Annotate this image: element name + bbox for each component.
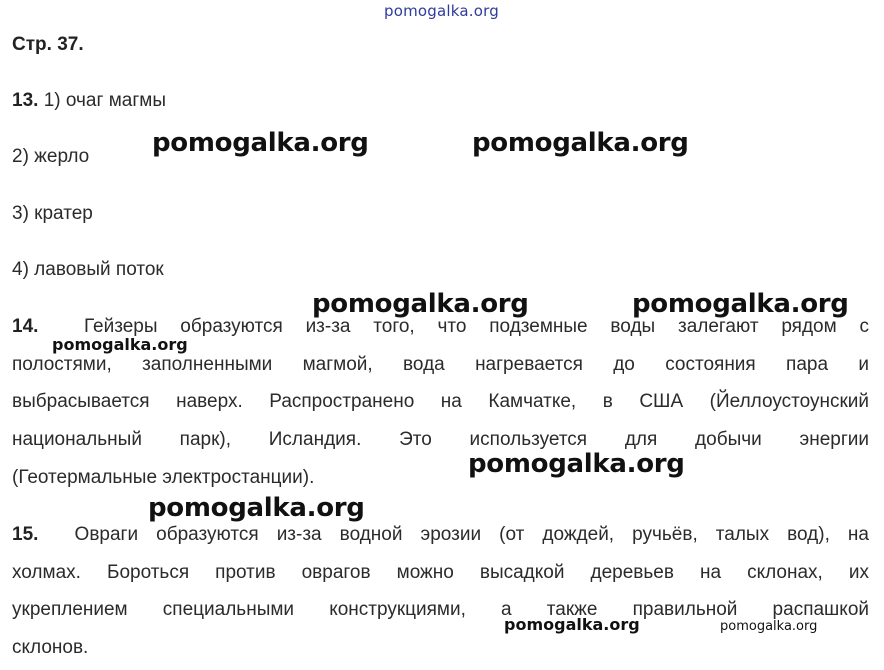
watermark: pomogalka.org (504, 615, 640, 634)
paragraph-line (12, 516, 869, 554)
answer-item: 4) лавовый поток (12, 259, 164, 280)
paragraph-line: полостями, заполненными магмой, вода нагревается до состояния пара и (12, 353, 869, 375)
answer-item: 2) жерло (12, 146, 90, 167)
line-text: Гейзеры образуются из-за того, что подземные воды залегают рядом с (84, 316, 869, 337)
watermark: pomogalka.org (312, 289, 529, 319)
paragraph-line (12, 308, 869, 346)
paragraph-line: холмах. Бороться против оврагов можно высадкой деревьев на склонах, их (12, 561, 869, 583)
paragraph-line: (Геотермальные электростанции). (12, 466, 315, 488)
answer-item: 3) кратер (12, 203, 93, 224)
answer-item: 1) очаг магмы (43, 90, 166, 111)
line-text: Овраги образуются из-за водной эрозии (от дождей, ручьёв, талых вод), на (74, 524, 869, 545)
watermark: pomogalka.org (152, 128, 369, 158)
paragraph-line: склонов. (12, 637, 89, 659)
watermark-top: pomogalka.org (384, 2, 499, 20)
question-14 (12, 308, 869, 497)
question-number: 13. (12, 90, 39, 111)
paragraph-line: выбрасывается наверх. Распространено на Камчатке, в США (Йеллоустоунский (12, 391, 869, 413)
question-13 (12, 90, 166, 112)
paragraph-line: национальный парк), Исландия. Это используется для добычи энергии (12, 429, 869, 451)
watermark: pomogalka.org (468, 449, 685, 479)
watermark: pomogalka.org (148, 493, 365, 523)
question-15 (12, 516, 869, 667)
question-number: 14. (12, 316, 39, 337)
page-label: Стр. 37. (12, 34, 84, 55)
watermark: pomogalka.org (52, 335, 188, 354)
question-number: 15. (12, 524, 39, 545)
paragraph-line: укреплением специальными конструкциями, а также правильной распашкой (12, 599, 869, 621)
watermark: pomogalka.org (472, 128, 689, 158)
watermark: pomogalka.org (720, 619, 818, 634)
watermark: pomogalka.org (632, 289, 849, 319)
